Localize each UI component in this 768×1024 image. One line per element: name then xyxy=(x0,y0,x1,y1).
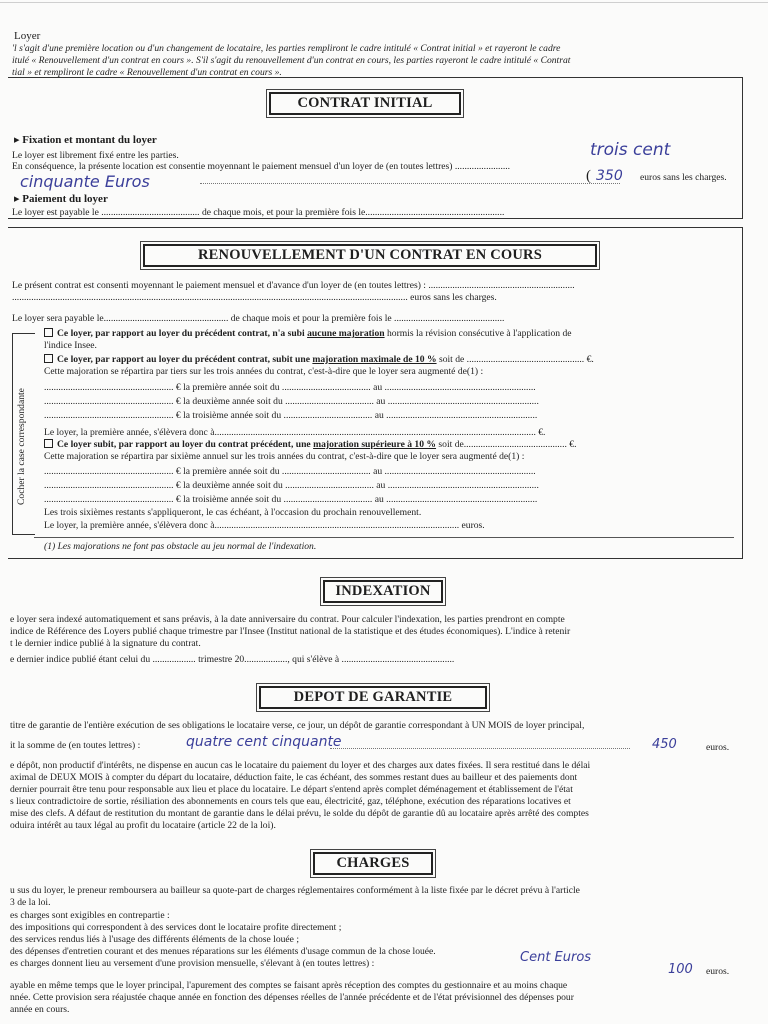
depot-dotted-line xyxy=(330,748,630,749)
option-aucune-majoration: Ce loyer, par rapport au loyer du précédent contrat, n'a subi aucune majoration hormis la révision consécutive à l'application de xyxy=(44,328,572,340)
majoration-row: ...................................................... € la deuxième année soit du ..................................... au ............................................................... xyxy=(44,396,539,407)
charges-line: des impositions qui correspondent à des services dont le locataire profite directement ; xyxy=(10,922,342,933)
option-3-detail: Cette majoration se répartira par sixième annuel sur les trois années du contrat, c'est-à-dire que le loyer sera augmenté de(1) : xyxy=(44,451,525,462)
renouv-line-1: Le présent contrat est consenti moyennant le paiement mensuel et d'avance d'un loyer de (en toutes lettres) : ............................................................. xyxy=(12,280,575,291)
handwritten-depot-digits: 450 xyxy=(652,737,677,752)
option-1-continued: l'indice Insee. xyxy=(44,340,97,351)
majoration-row: ...................................................... € la première année soit du ..................................... au ............................................................... xyxy=(44,466,536,477)
option-2-total: Le loyer, la première année, s'élèvera donc à...................................................................................................................................... €. xyxy=(44,427,546,438)
charges-line: 3 de la loi. xyxy=(10,897,51,908)
fixation-heading: ▸ Fixation et montant du loyer xyxy=(14,134,157,146)
side-label: Cocher la case correspondante xyxy=(16,388,27,505)
intro-line-1: 'l s'agit d'une première location ou d'un changement de locataire, les parties rempliront le cadre intitulé « Contrat initial » et rayeront le cadre xyxy=(12,43,561,54)
handwritten-depot-words: quatre cent cinquante xyxy=(186,734,342,750)
option-3-total: Le loyer, la première année, s'élèvera donc à...................................................................................................... euros. xyxy=(44,520,485,531)
checkbox-majoration-superieure[interactable] xyxy=(44,439,53,448)
scan-edge xyxy=(0,2,768,3)
depot-paragraph-line: oduira intérêt au taux légal au profit du locataire (article 22 de la loi). xyxy=(10,820,276,831)
depot-paragraph-line: aximal de DEUX MOIS à compter du départ du locataire, déduction faite, le cas échéant, des sommes restant dues au bailleur et des paiements dont xyxy=(10,772,578,783)
majoration-row: ...................................................... € la première année soit du ..................................... au ............................................................... xyxy=(44,382,536,393)
charges-line: es charges donnent lieu au versement d'une provision mensuelle, s'élevant à (en toutes lettres) : xyxy=(10,958,375,969)
checkbox-aucune-majoration[interactable] xyxy=(44,328,53,337)
majoration-row: ...................................................... € la deuxième année soit du ..................................... au ............................................................... xyxy=(44,480,539,491)
amount-open-paren: ( xyxy=(586,168,591,184)
footnote-divider xyxy=(34,537,734,538)
handwritten-amount-words-1: trois cent xyxy=(590,140,671,160)
paiement-heading: ▸ Paiement du loyer xyxy=(14,193,108,205)
indexation-line-1: e loyer sera indexé automatiquement et sans préavis, à la date anniversaire du contrat. Pour calculer l'indexation, les parties prendront en compte xyxy=(10,614,565,625)
depot-line-2: it la somme de (en toutes lettres) : xyxy=(10,740,141,751)
charges-line: des services rendus liés à l'usage des différents éléments de la chose louée ; xyxy=(10,934,299,945)
option-majoration-10: Ce loyer, par rapport au loyer du précédent contrat, subit une majoration maximale de 10 % soit de ................................................. €. xyxy=(44,354,594,366)
charges-line: des dépenses d'entretien courant et des menues réparations sur les éléments d'usage commun de la chose louée. xyxy=(10,946,436,957)
charges-euros: euros. xyxy=(706,966,730,977)
charges-line: nnée. Cette provision sera réajustée chaque année en fonction des dépenses réelles de l'année précédente et de l'état prévisionnel des dépenses pour xyxy=(10,992,574,1003)
handwritten-charges-words: Cent Euros xyxy=(520,950,592,965)
indexation-line-2: indice de Référence des Loyers publié chaque trimestre par l'Insee (Institut national de la statistique et des études économiques). L'indice à retenir xyxy=(10,626,571,637)
fixation-line-2: En conséquence, la présente location est consentie moyennant le paiement mensuel d'un loyer de (en toutes lettres) ....................... xyxy=(12,161,511,172)
fixation-line-1: Le loyer est librement fixé entre les parties. xyxy=(12,150,179,161)
handwritten-amount-words-2: cinquante Euros xyxy=(20,172,150,191)
amount-suffix: euros sans les charges. xyxy=(640,172,727,183)
renouvellement-title: RENOUVELLEMENT D'UN CONTRAT EN COURS xyxy=(143,244,597,267)
indexation-title: INDEXATION xyxy=(323,580,443,603)
intro-line-2: itulé « Renouvellement d'un contrat en cours ». S'il s'agit du renouvellement d'un contrat en cours, les parties rayeront le cadre intitulé « Contrat xyxy=(12,55,571,66)
depot-euros: euros. xyxy=(706,742,730,753)
renouv-line-2: Le loyer sera payable le.................................................... de chaque mois et pour la première fois le .............................................. xyxy=(12,313,505,324)
indexation-line-4: e dernier indice publié étant celui du .................. trimestre 20.................., qui s'élève à ............................................... xyxy=(10,654,455,665)
depot-paragraph-line: mise des clefs. A défaut de restitution du montant de garantie dans le délai prévu, le solde du dépôt de garantie dû au locataire après arrêté des comptes xyxy=(10,808,589,819)
paiement-line: Le loyer est payable le ......................................... de chaque mois, et pour la première fois le.......................................................... xyxy=(12,207,505,218)
depot-title: DEPOT DE GARANTIE xyxy=(259,686,487,709)
majoration-row: ...................................................... € la troisième année soit du ..................................... au ............................................................... xyxy=(44,494,538,505)
option-majoration-superieure: Ce loyer subit, par rapport au loyer du contrat précédent, une majoration supérieure à 10 % soit de........................................... €. xyxy=(44,439,576,451)
section-title-loyer: Loyer xyxy=(14,30,41,42)
option-3-note: Les trois sixièmes restants s'appliqueront, le cas échéant, à l'occasion du prochain renouvellement. xyxy=(44,507,422,518)
option-2-detail: Cette majoration se répartira par tiers sur les trois années du contrat, c'est-à-dire que le loyer sera augmenté de(1) : xyxy=(44,366,484,377)
footnote: (1) Les majorations ne font pas obstacle au jeu normal de l'indexation. xyxy=(44,541,317,552)
depot-paragraph-line: dernier pourrait être tenu pour responsable aux lieu et place du locataire. Le départ s'entend après complet déménagement et établissement de l'état xyxy=(10,784,573,795)
intro-line-3: tial » et rempliront le cadre « Renouvellement d'un contrat en cours ». xyxy=(12,67,282,78)
amount-dotted-line xyxy=(200,183,620,184)
depot-paragraph-line: s lieux contradictoire de sortie, résiliation des abonnements en cours tels que eau, électricité, gaz, téléphone, exécution des réparations locatives et xyxy=(10,796,571,807)
charges-line: ayable en même temps que le loyer principal, l'apurement des comptes se faisant après réception des comptes du gestionnaire et au moins chaque xyxy=(10,980,568,991)
renouv-line-1b: ..................................................................................................................................................................... euros sans les charges. xyxy=(12,292,497,303)
charges-line: es charges sont exigibles en contrepartie : xyxy=(10,910,170,921)
charges-line: u sus du loyer, le preneur remboursera au bailleur sa quote-part de charges réglementaires conformément à la liste fixée par le décret prévu à l'article xyxy=(10,885,580,896)
depot-line-1: titre de garantie de l'entière exécution de ses obligations le locataire verse, ce jour, un dépôt de garantie correspondant à UN MOIS de loyer principal, xyxy=(10,720,585,731)
checkbox-majoration-10[interactable] xyxy=(44,354,53,363)
handwritten-amount-digits: 350 xyxy=(596,168,623,184)
charges-line: année en cours. xyxy=(10,1004,70,1015)
handwritten-charges-digits: 100 xyxy=(668,962,693,977)
depot-paragraph-line: e dépôt, non productif d'intérêts, ne dispense en aucun cas le locataire du paiement du loyer et des charges aux dates fixées. Il sera restitué dans le délai xyxy=(10,760,591,771)
contrat-initial-title: CONTRAT INITIAL xyxy=(269,92,461,115)
majoration-row: ...................................................... € la troisième année soit du ..................................... au ............................................................... xyxy=(44,410,538,421)
indexation-line-3: t le dernier indice publié à la signature du contrat. xyxy=(10,638,201,649)
charges-title: CHARGES xyxy=(313,852,433,875)
